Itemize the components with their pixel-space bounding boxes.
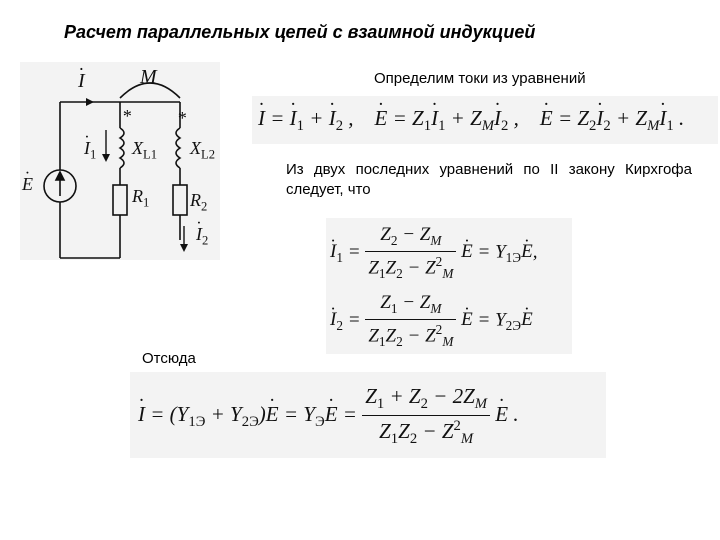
label-current-i: · I [78, 70, 85, 93]
label-xl1: $X_{L1}$ [132, 138, 157, 162]
star-right: * [177, 108, 186, 128]
inductor-xl2 [176, 128, 180, 168]
text-define-currents: Определим токи из уравнений [374, 70, 586, 87]
formula-i1: · $I_1$ = $\frac{Z_2 - Z_M}{Z_1Z_2 - Z^2_M}$ · $E = Y_{1Э}\cdot E$, [330, 224, 537, 282]
text-hence: Отсюда [142, 350, 196, 367]
resistor-r1 [113, 185, 127, 215]
label-r2: $R_2$ [190, 190, 208, 214]
formula-total: · $I = (Y_{1Э} + Y_{2Э})\cdot E = Y_Э\cdot E$ = $\frac{Z_1 + Z_2 - 2Z_M}{Z_1Z_2 - Z^2_M}$ · E . [138, 384, 519, 448]
inductor-xl1 [120, 128, 124, 168]
eq-current-sum: · I = · $I_1$ + · $I_2$ , [258, 106, 359, 130]
label-xl2: $X_{L2}$ [190, 138, 215, 162]
slide-title: Расчет параллельных цепей с взаимной индукцией [64, 22, 536, 42]
label-current-i2: · $I_2$ [196, 224, 208, 249]
label-current-i1: · $I_1$ [84, 138, 96, 163]
equations-row [258, 106, 684, 135]
label-emf-e: · E [22, 174, 33, 195]
label-r1: $R_1$ [132, 186, 150, 210]
formula-i2: · $I_2$ = $\frac{Z_1 - Z_M}{Z_1Z_2 - Z^2_M}$ · $E = Y_{2Э}\cdot E$ [330, 292, 533, 350]
eq-emf-1: · $E = Z_1\cdot I_1 + Z_M\cdot I_2$ , [375, 106, 525, 130]
text-kirchhoff: Из двух последних уравнений по II закону Кирхгофа следует, что [286, 161, 692, 198]
label-mutual-m: M [140, 66, 157, 88]
resistor-r2 [173, 185, 187, 215]
star-left: * [122, 106, 131, 126]
eq-emf-2: · $E = Z_2\cdot I_2 + Z_M\cdot I_1$ . [540, 106, 684, 130]
